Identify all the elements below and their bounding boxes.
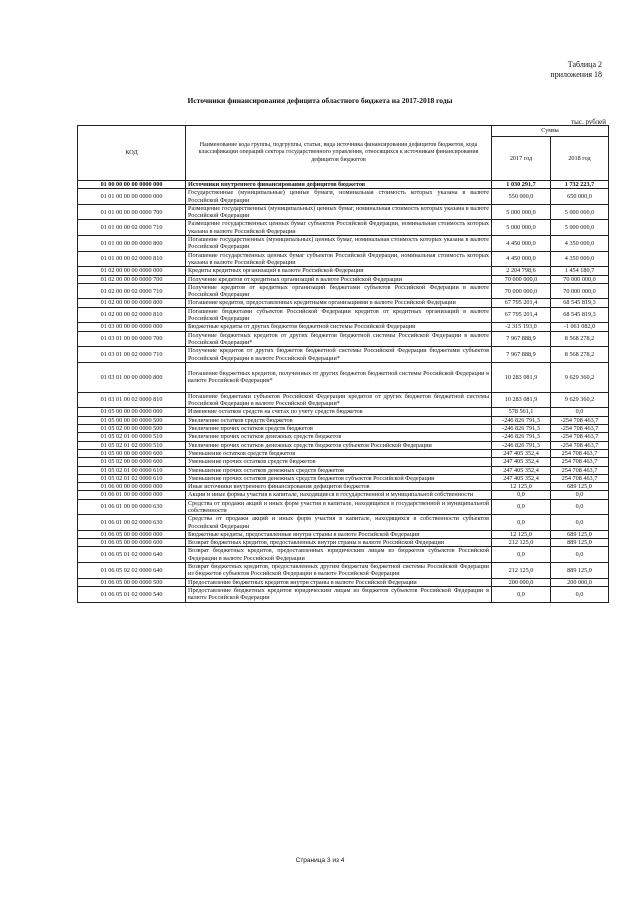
- table-row: [78, 515, 609, 531]
- table-row: [78, 299, 609, 307]
- table-row: [78, 251, 609, 267]
- row-name: Уменьшение прочих остатков средств бюджетов: [186, 458, 492, 466]
- row-value-2017: 247 405 352,4: [492, 449, 551, 457]
- row-code: 01 06 01 00 00 0000 000: [78, 491, 186, 499]
- units-label: тыс. рублей: [571, 118, 606, 126]
- row-value-2017: 247 405 352,4: [492, 458, 551, 466]
- row-value-2017: 4 450 000,0: [492, 251, 551, 267]
- row-name: Возврат бюджетных кредитов, предоставленных юридическим лицам из бюджетов субъектов Российской Федерации в валюте Российской Федерации: [186, 547, 492, 563]
- table-row: [78, 563, 609, 579]
- row-value-2018: 0,0: [551, 408, 609, 416]
- header-name: Наименование кода группы, подгруппы, статьи, вида источника финансирования дефицитов бюджетов, кода классификации операций сектора государственного управления, относящихся к источникам финансирования дефицитов бюджетов: [186, 126, 492, 181]
- row-name: Уменьшение прочих остатков денежных средств бюджетов субъектов Российской Федерации: [186, 474, 492, 482]
- row-code: 01 06 00 00 00 0000 000: [78, 483, 186, 491]
- row-name: Кредиты кредитных организаций в валюте Российской Федерации: [186, 267, 492, 275]
- row-value-2018: 70 000 000,0: [551, 275, 609, 283]
- row-value-2017: 550 000,0: [492, 189, 551, 205]
- table-row: [78, 181, 609, 189]
- row-value-2018: 5 000 000,0: [551, 204, 609, 220]
- table-row: [78, 283, 609, 299]
- row-value-2018: 4 350 000,0: [551, 251, 609, 267]
- row-value-2018: 68 545 819,3: [551, 299, 609, 307]
- table-row: [78, 539, 609, 547]
- row-code: 01 05 02 01 02 0000 610: [78, 474, 186, 482]
- row-value-2018: 8 568 278,2: [551, 347, 609, 363]
- row-value-2017: 4 450 000,0: [492, 236, 551, 252]
- row-value-2017: 70 000 000,0: [492, 275, 551, 283]
- row-code: 01 06 01 00 02 0000 630: [78, 515, 186, 531]
- table-row: [78, 189, 609, 205]
- table-row: [78, 331, 609, 347]
- row-value-2018: 689 125,0: [551, 530, 609, 538]
- row-name: Иные источники внутреннего финансирования дефицитов бюджетов: [186, 483, 492, 491]
- row-name: Бюджетные кредиты от других бюджетов бюджетной системы Российской Федерации: [186, 323, 492, 331]
- row-name: Увеличение остатков средств бюджетов: [186, 416, 492, 424]
- table-row: [78, 220, 609, 236]
- row-code: 01 03 01 00 02 0000 810: [78, 392, 186, 408]
- row-value-2018: 650 000,0: [551, 189, 609, 205]
- row-value-2018: 200 000,0: [551, 578, 609, 586]
- row-value-2018: 254 708 463,7: [551, 449, 609, 457]
- table-row: [78, 466, 609, 474]
- sources-table: [77, 125, 609, 603]
- row-name: Возврат бюджетных кредитов, предоставленных внутри страны в валюте Российской Федерации: [186, 539, 492, 547]
- row-value-2017: -246 826 791,3: [492, 433, 551, 441]
- row-code: 01 05 02 00 00 0000 600: [78, 458, 186, 466]
- row-value-2018: 254 708 463,7: [551, 466, 609, 474]
- table-row: [78, 267, 609, 275]
- table-row: [78, 323, 609, 331]
- row-code: 01 06 05 00 00 0000 500: [78, 578, 186, 586]
- row-code: 01 02 00 00 00 0000 700: [78, 275, 186, 283]
- row-value-2018: 68 545 819,3: [551, 307, 609, 323]
- row-code: 01 03 00 00 00 0000 000: [78, 323, 186, 331]
- header-2018: 2018 год: [551, 137, 609, 181]
- row-code: 01 05 02 01 00 0000 510: [78, 433, 186, 441]
- table-row: [78, 491, 609, 499]
- row-name: Погашение государственных ценных бумаг субъектов Российской Федерации, номинальная стоимость которых указана в валюте Российской Федерации: [186, 251, 492, 267]
- row-name: Уменьшение прочих остатков денежных средств бюджетов: [186, 466, 492, 474]
- row-code: 01 05 02 01 02 0000 510: [78, 441, 186, 449]
- row-value-2017: 0,0: [492, 586, 551, 602]
- row-code: 01 02 00 00 00 0000 000: [78, 267, 186, 275]
- table-row: [78, 408, 609, 416]
- row-value-2017: 70 000 000,0: [492, 283, 551, 299]
- row-value-2018: -254 708 463,7: [551, 441, 609, 449]
- row-value-2018: 254 708 463,7: [551, 458, 609, 466]
- row-value-2017: -246 826 791,3: [492, 441, 551, 449]
- row-value-2018: 9 629 360,2: [551, 392, 609, 408]
- row-value-2018: 0,0: [551, 499, 609, 515]
- row-name: Получение кредитов от кредитных организаций бюджетами субъектов Российской Федерации в валюте Российской Федерации: [186, 283, 492, 299]
- row-value-2017: -246 826 791,3: [492, 416, 551, 424]
- row-value-2017: -246 826 791,3: [492, 425, 551, 433]
- row-code: 01 05 02 00 00 0000 500: [78, 425, 186, 433]
- row-value-2017: 7 967 888,9: [492, 347, 551, 363]
- row-value-2017: 12 125,0: [492, 483, 551, 491]
- row-name: Бюджетные кредиты, предоставленные внутри страны в валюте Российской Федерации: [186, 530, 492, 538]
- table-row: [78, 578, 609, 586]
- row-name: Акции и иные формы участия в капитале, находящиеся в государственной и муниципальной собственности: [186, 491, 492, 499]
- row-value-2017: 1 030 291,7: [492, 181, 551, 189]
- table-row: [78, 307, 609, 323]
- appendix-number: приложения 18: [550, 70, 602, 79]
- row-value-2018: 70 000 000,0: [551, 283, 609, 299]
- table-row: [78, 474, 609, 482]
- row-value-2018: 1 732 223,7: [551, 181, 609, 189]
- row-value-2018: -254 708 463,7: [551, 425, 609, 433]
- row-code: 01 06 01 00 00 0000 630: [78, 499, 186, 515]
- row-value-2017: 67 795 201,4: [492, 299, 551, 307]
- table-row: [78, 441, 609, 449]
- table-row: [78, 425, 609, 433]
- row-name: Увеличение прочих остатков денежных средств бюджетов субъектов Российской Федерации: [186, 441, 492, 449]
- row-value-2018: 1 454 180,7: [551, 267, 609, 275]
- row-name: Погашение государственных (муниципальных) ценных бумаг, номинальная стоимость которых указана в валюте Российской Федерации: [186, 236, 492, 252]
- header-code: КОД: [78, 126, 186, 181]
- row-code: 01 00 00 00 00 0000 000: [78, 181, 186, 189]
- table-row: [78, 483, 609, 491]
- table-row: [78, 458, 609, 466]
- row-code: 01 06 05 02 02 0000 640: [78, 563, 186, 579]
- row-value-2018: 889 125,0: [551, 539, 609, 547]
- row-name: Возврат бюджетных кредитов, предоставленных другим бюджетам бюджетной системы Российской Федерации из бюджетов субъектов Российской Федерации в валюте Российской Федерации: [186, 563, 492, 579]
- row-value-2018: 9 629 360,2: [551, 362, 609, 392]
- row-name: Погашение бюджетами субъектов Российской Федерации кредитов от других бюджетов бюджетной системы Российской Федерации в валюте Российской Федерации*: [186, 392, 492, 408]
- row-value-2018: 0,0: [551, 586, 609, 602]
- row-code: 01 03 01 00 02 0000 710: [78, 347, 186, 363]
- row-value-2017: 67 795 201,4: [492, 307, 551, 323]
- row-name: Погашение кредитов, предоставленных кредитными организациями в валюте Российской Федерации: [186, 299, 492, 307]
- row-name: Государственные (муниципальные) ценные бумаги, номинальная стоимость которых указана в валюте Российской Федерации: [186, 189, 492, 205]
- row-value-2018: 0,0: [551, 515, 609, 531]
- row-value-2017: 7 967 888,9: [492, 331, 551, 347]
- row-value-2017: 578 561,1: [492, 408, 551, 416]
- row-value-2017: 247 405 352,4: [492, 466, 551, 474]
- table-caption: [550, 60, 602, 80]
- row-value-2017: 0,0: [492, 499, 551, 515]
- row-name: Получение кредитов от кредитных организаций в валюте Российской Федерации: [186, 275, 492, 283]
- table-number: Таблица 2: [567, 60, 602, 69]
- row-value-2018: -254 708 463,7: [551, 416, 609, 424]
- row-value-2017: 10 283 081,9: [492, 362, 551, 392]
- row-value-2018: 0,0: [551, 547, 609, 563]
- row-code: 01 01 00 00 00 0000 700: [78, 204, 186, 220]
- row-name: Погашение бюджетами субъектов Российской Федерации кредитов от кредитных организаций в валюте Российской Федерации: [186, 307, 492, 323]
- row-code: 01 01 00 00 02 0000 810: [78, 251, 186, 267]
- row-value-2018: 254 708 463,7: [551, 474, 609, 482]
- row-value-2017: 12 125,0: [492, 530, 551, 538]
- row-value-2017: 212 125,0: [492, 539, 551, 547]
- row-name: Уменьшение остатков средств бюджетов: [186, 449, 492, 457]
- table-row: [78, 530, 609, 538]
- row-name: Источники внутреннего финансирования дефицитов бюджетов: [186, 181, 492, 189]
- row-value-2017: 212 125,0: [492, 563, 551, 579]
- row-value-2018: -1 061 082,0: [551, 323, 609, 331]
- row-value-2018: 5 000 000,0: [551, 220, 609, 236]
- row-code: 01 05 02 01 00 0000 610: [78, 466, 186, 474]
- row-name: Увеличение прочих остатков денежных средств бюджетов: [186, 433, 492, 441]
- row-code: 01 06 05 01 02 0000 640: [78, 547, 186, 563]
- row-value-2018: 0,0: [551, 491, 609, 499]
- table-row: [78, 347, 609, 363]
- row-code: 01 03 01 00 00 0000 800: [78, 362, 186, 392]
- table-body: [78, 181, 609, 603]
- row-value-2017: 5 000 000,0: [492, 220, 551, 236]
- row-name: Погашение бюджетных кредитов, полученных от других бюджетов бюджетной системы Российской Федерации в валюте Российской Федерации*: [186, 362, 492, 392]
- row-code: 01 01 00 00 02 0000 710: [78, 220, 186, 236]
- row-name: Увеличение прочих остатков средств бюджетов: [186, 425, 492, 433]
- row-code: 01 02 00 00 02 0000 710: [78, 283, 186, 299]
- row-code: 01 01 00 00 00 0000 800: [78, 236, 186, 252]
- row-value-2017: 0,0: [492, 547, 551, 563]
- row-name: Размещение государственных (муниципальных) ценных бумаг, номинальная стоимость которых указана в валюте Российской Федерации: [186, 204, 492, 220]
- table-row: [78, 362, 609, 392]
- row-code: 01 06 05 00 00 0000 000: [78, 530, 186, 538]
- row-value-2017: 10 283 081,9: [492, 392, 551, 408]
- row-name: Средства от продажи акций и иных форм участия в капитале, находящихся в собственности субъектов Российской Федерации: [186, 515, 492, 531]
- header-sum: Сумма: [492, 126, 609, 137]
- row-code: 01 05 00 00 00 0000 500: [78, 416, 186, 424]
- row-name: Предоставление бюджетных кредитов внутри страны в валюте Российской Федерации: [186, 578, 492, 586]
- row-value-2017: 2 204 798,6: [492, 267, 551, 275]
- row-name: Изменение остатков средств на счетах по учету средств бюджетов: [186, 408, 492, 416]
- row-value-2017: 247 405 352,4: [492, 474, 551, 482]
- row-code: 01 01 00 00 00 0000 000: [78, 189, 186, 205]
- row-name: Средства от продажи акций и иных форм участия в капитале, находящихся в государственной и муниципальной собственности: [186, 499, 492, 515]
- row-code: 01 02 00 00 00 0000 800: [78, 299, 186, 307]
- page-footer: Страница 3 из 4: [295, 857, 345, 864]
- row-code: 01 03 01 00 00 0000 700: [78, 331, 186, 347]
- row-name: Получение кредитов от других бюджетов бюджетной системы Российской Федерации бюджетами субъектов Российской Федерации в валюте Российской Федерации*: [186, 347, 492, 363]
- row-value-2017: 200 000,0: [492, 578, 551, 586]
- table-row: [78, 586, 609, 602]
- row-code: 01 02 00 00 02 0000 810: [78, 307, 186, 323]
- row-value-2018: 8 568 278,2: [551, 331, 609, 347]
- table-row: [78, 449, 609, 457]
- table-row: [78, 275, 609, 283]
- row-value-2018: 689 125,0: [551, 483, 609, 491]
- row-value-2017: 5 000 000,0: [492, 204, 551, 220]
- row-code: 01 06 05 00 00 0000 600: [78, 539, 186, 547]
- row-value-2017: 0,0: [492, 515, 551, 531]
- table-row: [78, 204, 609, 220]
- header-2017: 2017 год: [492, 137, 551, 181]
- table-row: [78, 392, 609, 408]
- table-row: [78, 433, 609, 441]
- row-code: 01 06 05 01 02 0000 540: [78, 586, 186, 602]
- table-row: [78, 547, 609, 563]
- row-value-2018: -254 708 463,7: [551, 433, 609, 441]
- row-code: 01 05 00 00 00 0000 000: [78, 408, 186, 416]
- table-row: [78, 499, 609, 515]
- table-row: [78, 236, 609, 252]
- table-row: [78, 416, 609, 424]
- row-value-2018: 889 125,0: [551, 563, 609, 579]
- row-name: Предоставление бюджетных кредитов юридическим лицам из бюджетов субъектов Российской Федерации в валюте Российской Федерации: [186, 586, 492, 602]
- row-name: Получение бюджетных кредитов от других бюджетов бюджетной системы Российской Федерации в валюте Российской Федерации*: [186, 331, 492, 347]
- row-code: 01 05 00 00 00 0000 600: [78, 449, 186, 457]
- document-title: Источники финансирования дефицита областного бюджета на 2017-2018 годы: [187, 96, 453, 105]
- row-value-2017: 0,0: [492, 491, 551, 499]
- row-value-2017: -2 315 193,0: [492, 323, 551, 331]
- row-value-2018: 4 350 000,0: [551, 236, 609, 252]
- row-name: Размещение государственных ценных бумаг субъектов Российской Федерации, номинальная стоимость которых указана в валюте Российской Федерации: [186, 220, 492, 236]
